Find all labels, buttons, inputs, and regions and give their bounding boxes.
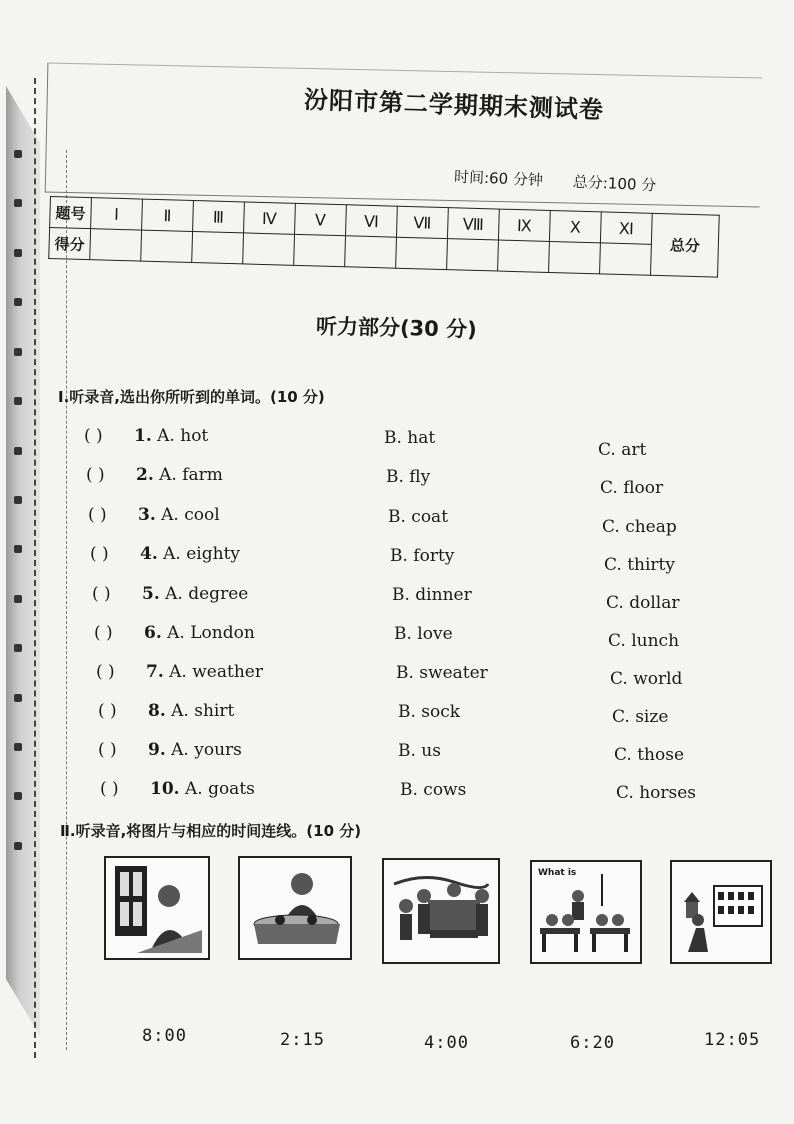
option-c: C. dollar <box>606 593 680 613</box>
question-row <box>94 623 255 643</box>
option-c: C. art <box>598 440 647 460</box>
score-cell[interactable] <box>345 236 397 268</box>
question-row <box>98 740 242 760</box>
question-number: 10. <box>150 779 180 799</box>
answer-blank[interactable]: ( ) <box>84 426 103 446</box>
question-row <box>100 779 255 799</box>
fold-line <box>66 150 67 1050</box>
option-c: C. size <box>612 707 669 727</box>
answer-blank[interactable]: ( ) <box>92 584 111 604</box>
dinner-table-icon <box>240 858 350 958</box>
time-label[interactable]: 4:00 <box>424 1033 469 1053</box>
option-a: A. goats <box>184 779 255 799</box>
answer-blank[interactable]: ( ) <box>88 505 107 525</box>
listening-section-title: 听力部分(30 分) <box>315 314 477 342</box>
score-cell[interactable] <box>396 237 448 269</box>
option-c: C. horses <box>616 783 697 803</box>
score-cell[interactable] <box>294 234 346 266</box>
question-number: 3. <box>138 505 156 525</box>
column-label: Ⅱ <box>142 199 194 231</box>
option-c: C. thirty <box>604 555 675 575</box>
music-class-icon <box>384 860 498 962</box>
option-b: B. hat <box>384 428 436 448</box>
option-c: C. those <box>614 745 685 765</box>
option-b: B. sweater <box>396 663 488 683</box>
option-a: A. weather <box>169 662 263 682</box>
option-a: A. farm <box>159 465 223 485</box>
option-a: A. cool <box>161 505 220 525</box>
score-cell[interactable] <box>192 231 244 263</box>
part1-heading: Ⅰ.听录音,选出你所听到的单词。(10 分) <box>58 388 325 406</box>
question-number: 2. <box>136 465 154 485</box>
question-number: 8. <box>148 701 166 721</box>
answer-blank[interactable]: ( ) <box>86 465 105 485</box>
question-row <box>96 662 263 682</box>
total-score: 总分:100 分 <box>572 172 657 195</box>
exam-title: 汾阳市第二学期期末测试卷 <box>303 85 605 125</box>
question-row <box>88 505 220 525</box>
option-b: B. forty <box>390 546 455 566</box>
column-label: Ⅹ <box>549 210 601 242</box>
score-cell[interactable] <box>243 233 295 265</box>
question-number: 9. <box>148 740 166 760</box>
answer-blank[interactable]: ( ) <box>96 662 115 682</box>
binding-marks <box>14 150 24 850</box>
time-label[interactable]: 6:20 <box>570 1033 615 1053</box>
time-limit: 时间:60 分钟 <box>453 167 544 190</box>
option-a: A. degree <box>165 584 249 604</box>
score-cell[interactable] <box>498 240 550 272</box>
option-b: B. us <box>398 741 441 761</box>
score-cell[interactable] <box>549 241 601 273</box>
option-b: B. sock <box>398 702 461 722</box>
score-cell[interactable] <box>600 243 652 275</box>
cut-line <box>34 78 36 1058</box>
option-b: B. coat <box>388 507 449 527</box>
question-row <box>90 544 240 564</box>
picture-3[interactable] <box>382 858 500 964</box>
column-label: Ⅵ <box>346 205 398 237</box>
question-number: 7. <box>146 662 164 682</box>
time-label[interactable]: 2:15 <box>280 1030 325 1050</box>
column-label: Ⅺ <box>600 212 652 244</box>
question-row <box>86 465 223 485</box>
option-a: A. shirt <box>171 701 235 721</box>
question-number: 1. <box>134 426 152 446</box>
column-label: Ⅷ <box>447 208 499 240</box>
column-label: Ⅲ <box>193 201 245 233</box>
picture-2[interactable] <box>238 856 352 960</box>
question-row <box>98 701 234 721</box>
time-label[interactable]: 12:05 <box>704 1030 761 1050</box>
part2-heading: Ⅱ.听录音,将图片与相应的时间连线。(10 分) <box>60 822 362 840</box>
option-b: B. dinner <box>392 585 472 605</box>
option-c: C. world <box>610 669 683 689</box>
option-b: B. fly <box>386 467 431 487</box>
question-number: 4. <box>140 544 158 564</box>
bedroom-window-icon <box>106 858 208 958</box>
score-cell[interactable] <box>141 230 193 262</box>
column-label: Ⅶ <box>396 206 448 238</box>
option-c: C. lunch <box>608 631 680 651</box>
option-a: A. eighty <box>163 544 241 564</box>
option-b: B. cows <box>400 780 467 800</box>
score-cell[interactable] <box>90 229 142 261</box>
column-label: Ⅴ <box>295 203 347 235</box>
question-row <box>84 426 208 446</box>
answer-blank[interactable]: ( ) <box>98 740 117 760</box>
option-b: B. love <box>394 624 453 644</box>
question-row <box>92 584 248 604</box>
answer-blank[interactable]: ( ) <box>90 544 109 564</box>
question-number: 6. <box>144 623 162 643</box>
score-cell[interactable] <box>447 239 499 271</box>
picture-1[interactable] <box>104 856 210 960</box>
score-label: 得分 <box>49 228 91 260</box>
question-number: 5. <box>142 584 160 604</box>
column-label: Ⅸ <box>498 209 550 241</box>
option-c: C. floor <box>600 478 664 498</box>
question-number-label: 题号 <box>50 197 92 229</box>
column-label: Ⅳ <box>244 202 296 234</box>
option-a: A. hot <box>157 426 209 446</box>
answer-blank[interactable]: ( ) <box>100 779 119 799</box>
school-building-icon <box>672 862 770 962</box>
score-table <box>48 196 719 278</box>
board-caption: What is <box>538 868 577 878</box>
picture-5[interactable] <box>670 860 772 964</box>
answer-blank[interactable]: ( ) <box>94 623 113 643</box>
option-a: A. yours <box>171 740 242 760</box>
total-label: 总分 <box>651 213 720 277</box>
time-label[interactable]: 8:00 <box>142 1026 187 1046</box>
picture-4[interactable] <box>530 860 642 964</box>
option-a: A. London <box>167 623 255 643</box>
option-c: C. cheap <box>602 517 677 537</box>
answer-blank[interactable]: ( ) <box>98 701 117 721</box>
column-label: Ⅰ <box>91 198 143 230</box>
